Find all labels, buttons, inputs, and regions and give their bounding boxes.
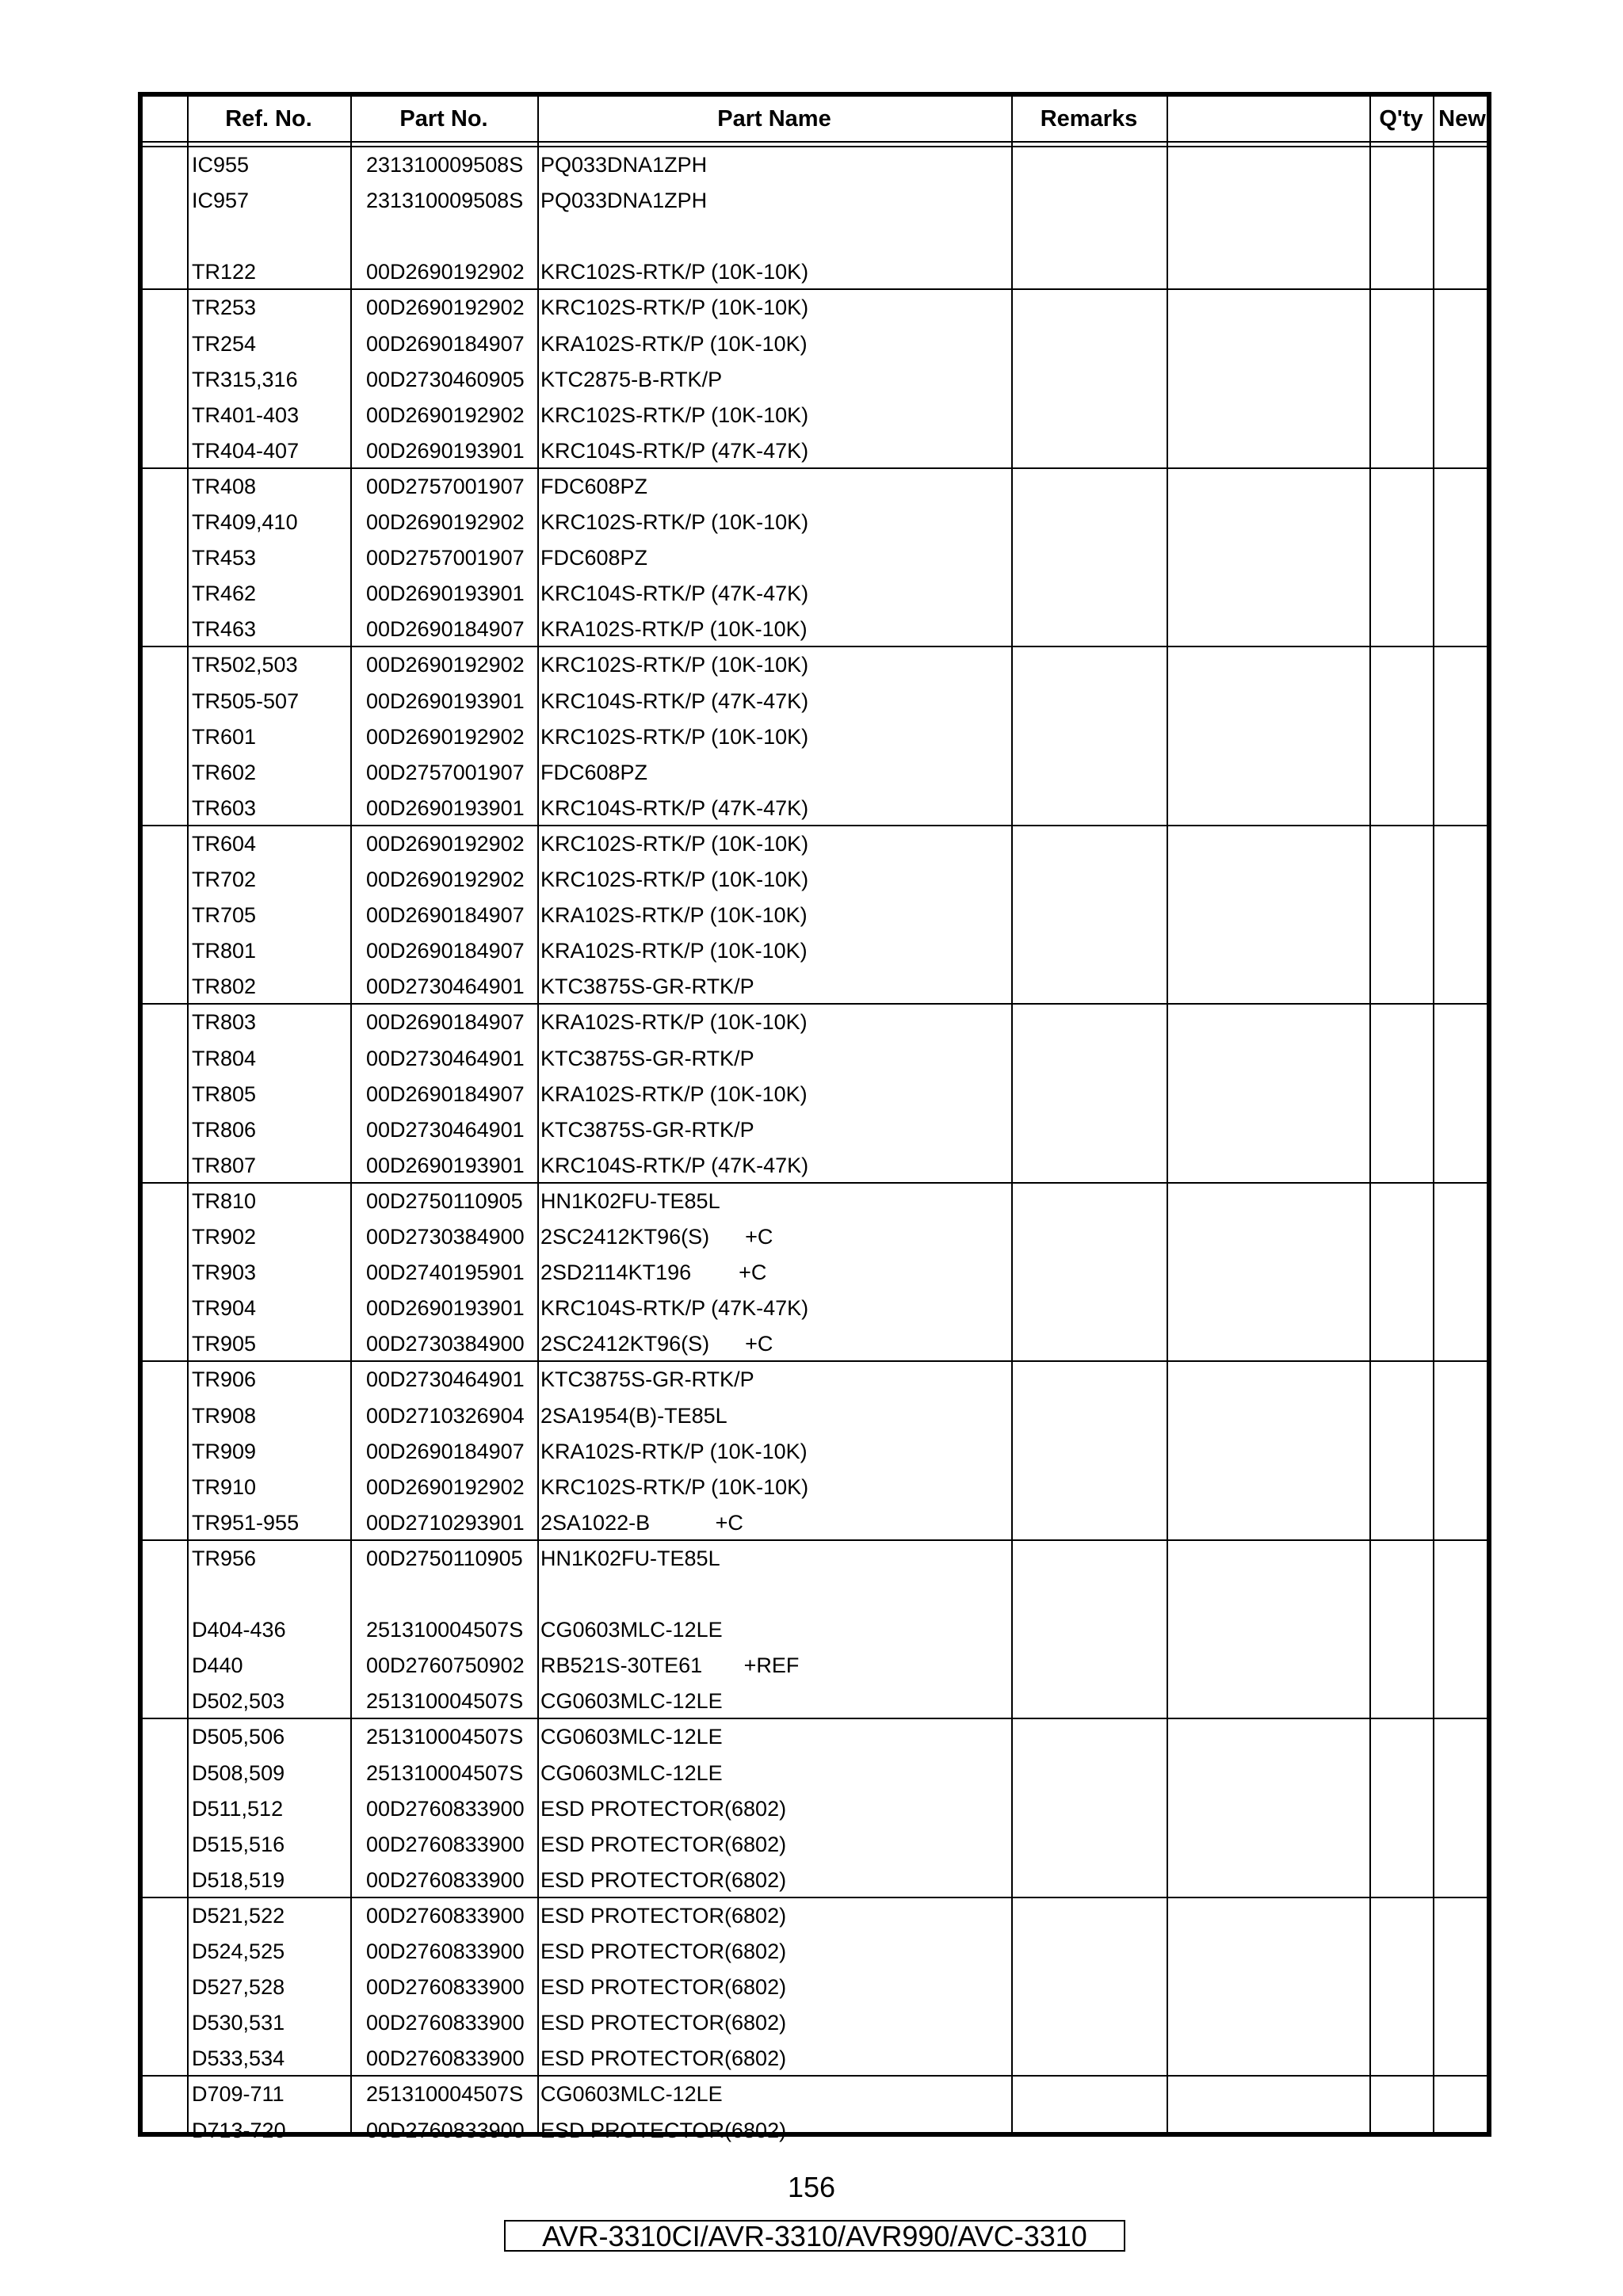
part-no-cell: 251310004507S (366, 1725, 524, 1749)
part-name-cell: KRC102S-RTK/P (10K-10K) (540, 1474, 809, 1499)
group-separator (143, 1897, 1487, 1898)
part-no-cell: 00D2690193901 (366, 582, 525, 606)
part-name-cell: KRA102S-RTK/P (10K-10K) (540, 1010, 808, 1035)
ref-no-cell: D502,503 (192, 1689, 285, 1714)
column-rule (1369, 97, 1371, 2132)
ref-no-cell: TR910 (192, 1474, 257, 1499)
header-qty: Q'ty (1379, 106, 1423, 132)
part-no-cell: 00D2690193901 (366, 1296, 525, 1321)
part-no-cell: 00D2690184907 (366, 939, 525, 963)
header-part-no: Part No. (399, 106, 488, 132)
part-name-cell: CG0603MLC-12LE (540, 1760, 723, 1785)
group-separator (143, 1539, 1487, 1541)
ref-no-cell: TR807 (192, 1153, 257, 1177)
group-separator (143, 825, 1487, 826)
part-no-cell: 00D2690184907 (366, 617, 525, 642)
part-name-cell: KRA102S-RTK/P (10K-10K) (540, 939, 808, 963)
part-no-cell: 00D2740195901 (366, 1261, 525, 1285)
part-name-cell: KRC102S-RTK/P (10K-10K) (540, 510, 809, 534)
ref-no-cell: TR905 (192, 1332, 257, 1356)
ref-no-cell: D713-720 (192, 2118, 286, 2142)
part-no-cell: 00D2690192902 (366, 510, 525, 534)
part-name-cell: ESD PROTECTOR(6802) (540, 2046, 787, 2071)
ref-no-cell: TR601 (192, 724, 257, 749)
part-no-cell: 00D2690184907 (366, 1081, 525, 1106)
part-name-cell: ESD PROTECTOR(6802) (540, 1796, 787, 1821)
ref-no-cell: TR803 (192, 1010, 257, 1035)
part-name-cell: ESD PROTECTOR(6802) (540, 1867, 787, 1892)
part-no-cell: 00D2690184907 (366, 903, 525, 928)
part-name-cell: PQ033DNA1ZPH (540, 189, 708, 213)
part-name-cell: ESD PROTECTOR(6802) (540, 2118, 787, 2142)
ref-no-cell: TR502,503 (192, 653, 298, 677)
part-name-cell: KTC3875S-GR-RTK/P (540, 974, 754, 999)
part-no-cell: 00D2730384900 (366, 1225, 525, 1249)
page-number: 156 (787, 2171, 836, 2203)
part-no-cell: 00D2690192902 (366, 1474, 525, 1499)
part-no-cell: 00D2690192902 (366, 402, 525, 427)
part-name-cell: FDC608PZ (540, 546, 648, 570)
part-no-cell: 00D2760833900 (366, 1903, 525, 1928)
part-name-cell: CG0603MLC-12LE (540, 2082, 723, 2107)
part-name-cell: HN1K02FU-TE85L (540, 1546, 720, 1570)
ref-no-cell: TR806 (192, 1117, 257, 1142)
header-part-name: Part Name (717, 106, 831, 132)
part-name-cell: ESD PROTECTOR(6802) (540, 1939, 787, 1963)
ref-no-cell: D527,528 (192, 1975, 285, 2000)
model-name-box: AVR-3310CI/AVR-3310/AVR990/AVC-3310 (504, 2220, 1125, 2252)
part-no-cell: 231310009508S (366, 153, 524, 177)
ref-no-cell: D515,516 (192, 1832, 285, 1856)
group-separator (143, 1360, 1487, 1362)
part-name-cell: KTC2875-B-RTK/P (540, 367, 723, 391)
part-no-cell: 00D2730464901 (366, 1117, 525, 1142)
part-no-cell: 00D2730460905 (366, 367, 525, 391)
part-no-cell: 00D2690192902 (366, 653, 525, 677)
ref-no-cell: TR122 (192, 260, 257, 284)
part-name-cell: 2SD2114KT196 +C (540, 1261, 767, 1285)
ref-no-cell: TR253 (192, 296, 257, 320)
part-name-cell: FDC608PZ (540, 474, 648, 498)
part-name-cell: KRC104S-RTK/P (47K-47K) (540, 582, 809, 606)
ref-no-cell: TR254 (192, 331, 257, 356)
part-no-cell: 00D2760833900 (366, 1975, 525, 2000)
ref-no-cell: TR802 (192, 974, 257, 999)
part-name-cell: 2SC2412KT96(S) +C (540, 1332, 773, 1356)
ref-no-cell: D521,522 (192, 1903, 285, 1928)
part-name-cell: KRA102S-RTK/P (10K-10K) (540, 903, 808, 928)
group-separator (143, 646, 1487, 647)
group-separator (143, 467, 1487, 469)
ref-no-cell: TR315,316 (192, 367, 298, 391)
part-name-cell: KRC102S-RTK/P (10K-10K) (540, 868, 809, 891)
part-name-cell: ESD PROTECTOR(6802) (540, 2011, 787, 2035)
part-no-cell: 00D2760750902 (366, 1653, 525, 1678)
group-separator (143, 2075, 1487, 2077)
ref-no-cell: TR453 (192, 546, 257, 570)
group-separator (143, 1003, 1487, 1005)
part-name-cell: KRC104S-RTK/P (47K-47K) (540, 1296, 809, 1321)
ref-no-cell: D530,531 (192, 2011, 285, 2035)
part-no-cell: 00D2690184907 (366, 331, 525, 356)
part-no-cell: 00D2760833900 (366, 2011, 525, 2035)
ref-no-cell: TR801 (192, 939, 257, 963)
ref-no-cell: TR805 (192, 1081, 257, 1106)
part-name-cell: ESD PROTECTOR(6802) (540, 1903, 787, 1928)
ref-no-cell: TR602 (192, 760, 257, 784)
ref-no-cell: D709-711 (192, 2082, 285, 2107)
part-name-cell: KTC3875S-GR-RTK/P (540, 1046, 754, 1070)
ref-no-cell: D511,512 (192, 1796, 284, 1821)
part-no-cell: 00D2730384900 (366, 1332, 525, 1356)
ref-no-cell: D508,509 (192, 1760, 285, 1785)
part-name-cell: KRC102S-RTK/P (10K-10K) (540, 260, 809, 284)
part-no-cell: 00D2690184907 (366, 1439, 525, 1463)
column-rule (1167, 97, 1168, 2132)
part-no-cell: 00D2757001907 (366, 760, 525, 784)
part-name-cell: KRA102S-RTK/P (10K-10K) (540, 617, 808, 642)
part-name-cell: CG0603MLC-12LE (540, 1689, 723, 1714)
ref-no-cell: TR906 (192, 1367, 257, 1392)
part-no-cell: 00D2730464901 (366, 1367, 525, 1392)
ref-no-cell: TR409,410 (192, 510, 298, 534)
ref-no-cell: TR604 (192, 831, 257, 856)
part-no-cell: 00D2690193901 (366, 795, 525, 820)
ref-no-cell: TR505-507 (192, 688, 300, 713)
part-no-cell: 00D2760833900 (366, 1832, 525, 1856)
part-no-cell: 00D2750110905 (366, 1188, 523, 1213)
part-no-cell: 00D2760833900 (366, 2046, 525, 2071)
header-new: New (1438, 106, 1486, 132)
part-name-cell: KRC104S-RTK/P (47K-47K) (540, 1153, 809, 1177)
header-rule (143, 141, 1487, 143)
part-name-cell: 2SA1022-B +C (540, 1510, 743, 1535)
part-no-cell: 00D2730464901 (366, 974, 525, 999)
group-separator (143, 1182, 1487, 1184)
part-name-cell: KRC102S-RTK/P (10K-10K) (540, 724, 809, 749)
part-no-cell: 251310004507S (366, 1689, 524, 1714)
part-name-cell: KRA102S-RTK/P (10K-10K) (540, 1081, 808, 1106)
group-separator (143, 1718, 1487, 1719)
part-name-cell: KTC3875S-GR-RTK/P (540, 1367, 754, 1392)
ref-no-cell: D505,506 (192, 1725, 285, 1749)
part-no-cell: 00D2757001907 (366, 474, 525, 498)
ref-no-cell: TR408 (192, 474, 257, 498)
column-rule (187, 97, 189, 2132)
part-name-cell: CG0603MLC-12LE (540, 1618, 723, 1642)
part-name-cell: 2SA1954(B)-TE85L (540, 1403, 727, 1428)
part-no-cell: 00D2690193901 (366, 1153, 525, 1177)
ref-no-cell: TR903 (192, 1261, 257, 1285)
part-name-cell: KRC102S-RTK/P (10K-10K) (540, 831, 809, 856)
ref-no-cell: TR810 (192, 1188, 257, 1213)
column-rule (1433, 97, 1434, 2132)
part-name-cell: KTC3875S-GR-RTK/P (540, 1117, 754, 1142)
ref-no-cell: D524,525 (192, 1939, 285, 1963)
part-no-cell: 00D2690193901 (366, 688, 525, 713)
ref-no-cell: TR401-403 (192, 402, 300, 427)
part-name-cell: PQ033DNA1ZPH (540, 153, 708, 177)
part-no-cell: 00D2690192902 (366, 724, 525, 749)
part-no-cell: 00D2730464901 (366, 1046, 525, 1070)
part-name-cell: ESD PROTECTOR(6802) (540, 1832, 787, 1856)
part-no-cell: 00D2757001907 (366, 546, 525, 570)
part-no-cell: 231310009508S (366, 189, 524, 213)
part-name-cell: 2SC2412KT96(S) +C (540, 1225, 773, 1249)
part-no-cell: 00D2760833900 (366, 2118, 525, 2142)
part-no-cell: 00D2760833900 (366, 1867, 525, 1892)
part-name-cell: KRC104S-RTK/P (47K-47K) (540, 688, 809, 713)
header-remarks: Remarks (1040, 106, 1138, 132)
part-no-cell: 00D2690193901 (366, 438, 525, 463)
ref-no-cell: TR462 (192, 582, 257, 606)
part-no-cell: 00D2690192902 (366, 296, 525, 320)
column-rule (1011, 97, 1013, 2132)
ref-no-cell: IC957 (192, 189, 250, 213)
ref-no-cell: TR705 (192, 903, 257, 928)
part-no-cell: 00D2690192902 (366, 260, 525, 284)
part-no-cell: 00D2710326904 (366, 1403, 525, 1428)
part-name-cell: RB521S-30TE61 +REF (540, 1653, 800, 1678)
part-name-cell: KRC102S-RTK/P (10K-10K) (540, 402, 809, 427)
part-no-cell: 00D2710293901 (366, 1510, 525, 1535)
part-name-cell: CG0603MLC-12LE (540, 1725, 723, 1749)
parts-list-table (138, 92, 1491, 2142)
ref-no-cell: TR702 (192, 868, 257, 891)
ref-no-cell: TR904 (192, 1296, 257, 1321)
group-separator (143, 288, 1487, 290)
part-no-cell: 251310004507S (366, 1760, 524, 1785)
part-name-cell: KRA102S-RTK/P (10K-10K) (540, 331, 808, 356)
part-no-cell: 251310004507S (366, 2082, 524, 2107)
ref-no-cell: TR902 (192, 1225, 257, 1249)
part-name-cell: KRC102S-RTK/P (10K-10K) (540, 296, 809, 320)
ref-no-cell: TR463 (192, 617, 257, 642)
part-name-cell: KRC104S-RTK/P (47K-47K) (540, 795, 809, 820)
part-no-cell: 00D2690192902 (366, 831, 525, 856)
part-name-cell: FDC608PZ (540, 760, 648, 784)
ref-no-cell: D440 (192, 1653, 243, 1678)
ref-no-cell: TR603 (192, 795, 257, 820)
ref-no-cell: TR956 (192, 1546, 257, 1570)
ref-no-cell: TR951-955 (192, 1510, 300, 1535)
part-name-cell: KRA102S-RTK/P (10K-10K) (540, 1439, 808, 1463)
part-no-cell: 00D2760833900 (366, 1796, 525, 1821)
part-no-cell: 251310004507S (366, 1618, 524, 1642)
column-rule (350, 97, 352, 2132)
part-name-cell: KRC104S-RTK/P (47K-47K) (540, 438, 809, 463)
ref-no-cell: D518,519 (192, 1867, 285, 1892)
header-rule (143, 146, 1487, 147)
header-ref-no: Ref. No. (225, 106, 312, 132)
ref-no-cell: TR404-407 (192, 438, 300, 463)
part-name-cell: KRC102S-RTK/P (10K-10K) (540, 653, 809, 677)
ref-no-cell: D404-436 (192, 1618, 286, 1642)
ref-no-cell: TR908 (192, 1403, 257, 1428)
column-rule (537, 97, 539, 2132)
ref-no-cell: TR909 (192, 1439, 257, 1463)
ref-no-cell: D533,534 (192, 2046, 285, 2071)
part-name-cell: HN1K02FU-TE85L (540, 1188, 720, 1213)
ref-no-cell: IC955 (192, 153, 250, 177)
ref-no-cell: TR804 (192, 1046, 257, 1070)
part-no-cell: 00D2690184907 (366, 1010, 525, 1035)
part-no-cell: 00D2690192902 (366, 868, 525, 891)
part-name-cell: ESD PROTECTOR(6802) (540, 1975, 787, 2000)
part-no-cell: 00D2760833900 (366, 1939, 525, 1963)
part-no-cell: 00D2750110905 (366, 1546, 523, 1570)
